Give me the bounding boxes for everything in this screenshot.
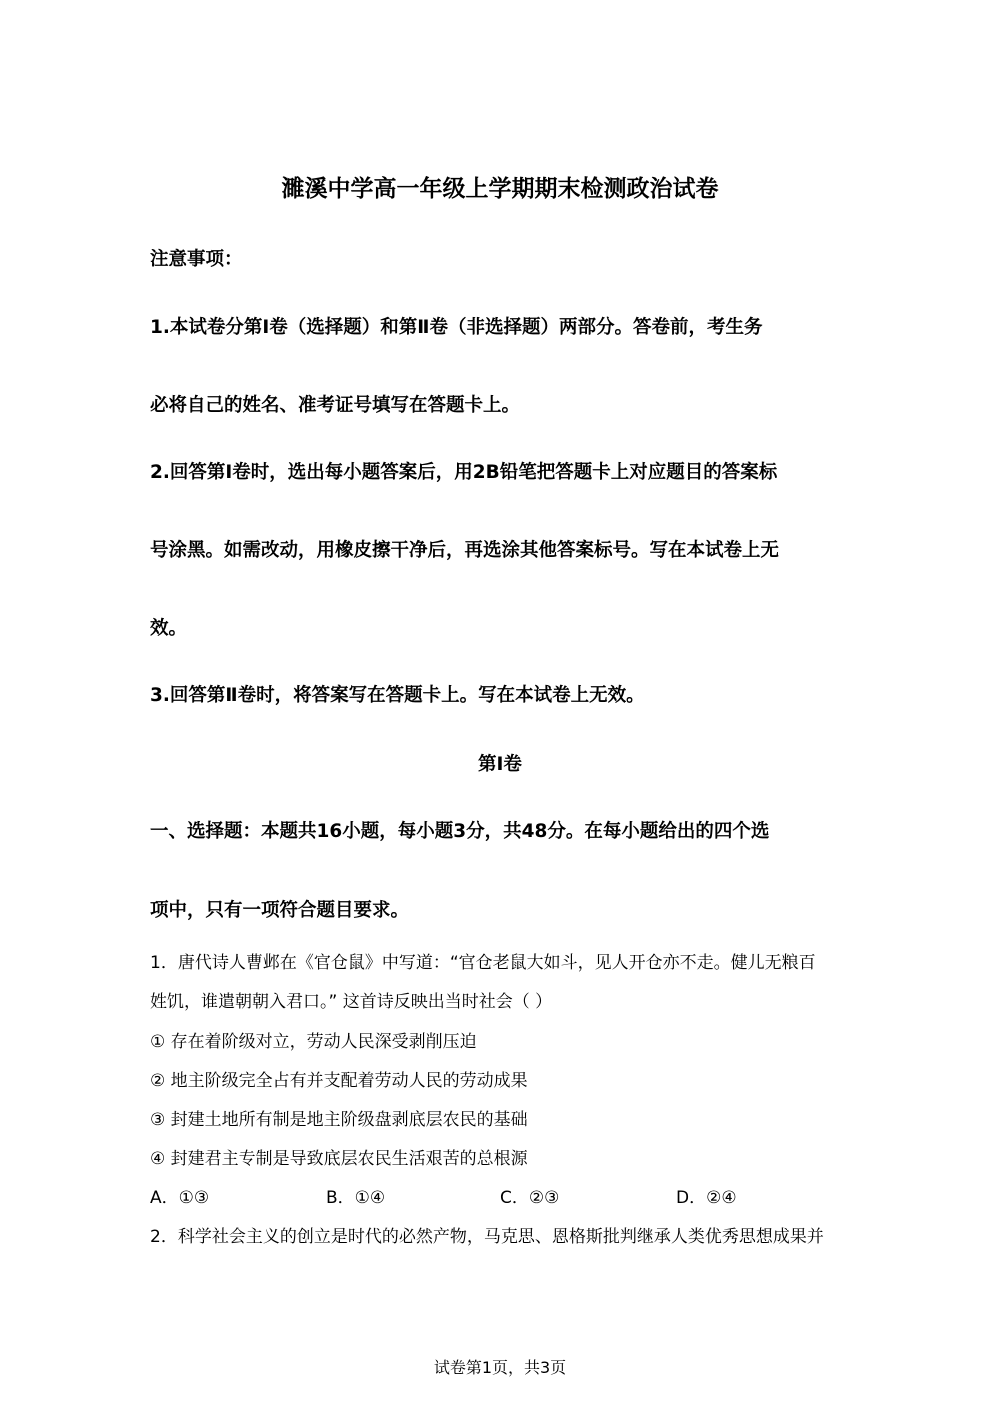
volume-heading: 第Ⅰ卷	[478, 754, 522, 775]
question-1-option-c: C．②③	[500, 1188, 560, 1208]
question-1-item-2: ② 地主阶级完全占有并支配着劳动人民的劳动成果	[150, 1071, 528, 1091]
section-instruction-2: 项中，只有一项符合题目要求。	[150, 900, 410, 921]
notice-line-2: 必将自己的姓名、准考证号填写在答题卡上。	[150, 395, 521, 416]
question-1-item-1: ① 存在着阶级对立，劳动人民深受剥削压迫	[150, 1032, 477, 1052]
notice-line-6: 3.回答第Ⅱ卷时，将答案写在答题卡上。写在本试卷上无效。	[150, 685, 645, 706]
section-instruction-1: 一、选择题：本题共16小题，每小题3分，共48分。在每小题给出的四个选	[150, 821, 770, 842]
question-1-item-3: ③ 封建土地所有制是地主阶级盘剥底层农民的基础	[150, 1110, 528, 1130]
notice-line-1: 1.本试卷分第Ⅰ卷（选择题）和第Ⅱ卷（非选择题）两部分。答卷前，考生务	[150, 317, 763, 338]
question-1-item-4: ④ 封建君主专制是导致底层农民生活艰苦的总根源	[150, 1149, 528, 1169]
question-1-option-b: B．①④	[326, 1188, 386, 1208]
question-1-stem-2: 姓饥，谁遣朝朝入君口。” 这首诗反映出当时社会（ ）	[150, 992, 553, 1012]
page-footer: 试卷第1页，共3页	[433, 1358, 567, 1377]
notice-heading: 注意事项：	[150, 249, 243, 270]
question-1-stem-1: 1．唐代诗人曹邺在《官仓鼠》中写道：“官仓老鼠大如斗，见人开仓亦不走。健儿无粮百	[150, 953, 816, 973]
question-1-option-d: D．②④	[676, 1188, 737, 1208]
notice-line-4: 号涂黑。如需改动，用橡皮擦干净后，再选涂其他答案标号。写在本试卷上无	[150, 540, 780, 561]
question-1-option-a: A．①③	[150, 1188, 210, 1208]
notice-line-3: 2.回答第Ⅰ卷时，选出每小题答案后，用2B铅笔把答题卡上对应题目的答案标	[150, 462, 778, 483]
page-title: 濉溪中学高一年级上学期期末检测政治试卷	[281, 176, 719, 202]
notice-line-5: 效。	[150, 618, 188, 639]
question-2-stem-1: 2．科学社会主义的创立是时代的必然产物，马克思、恩格斯批判继承人类优秀思想成果并	[150, 1227, 824, 1247]
